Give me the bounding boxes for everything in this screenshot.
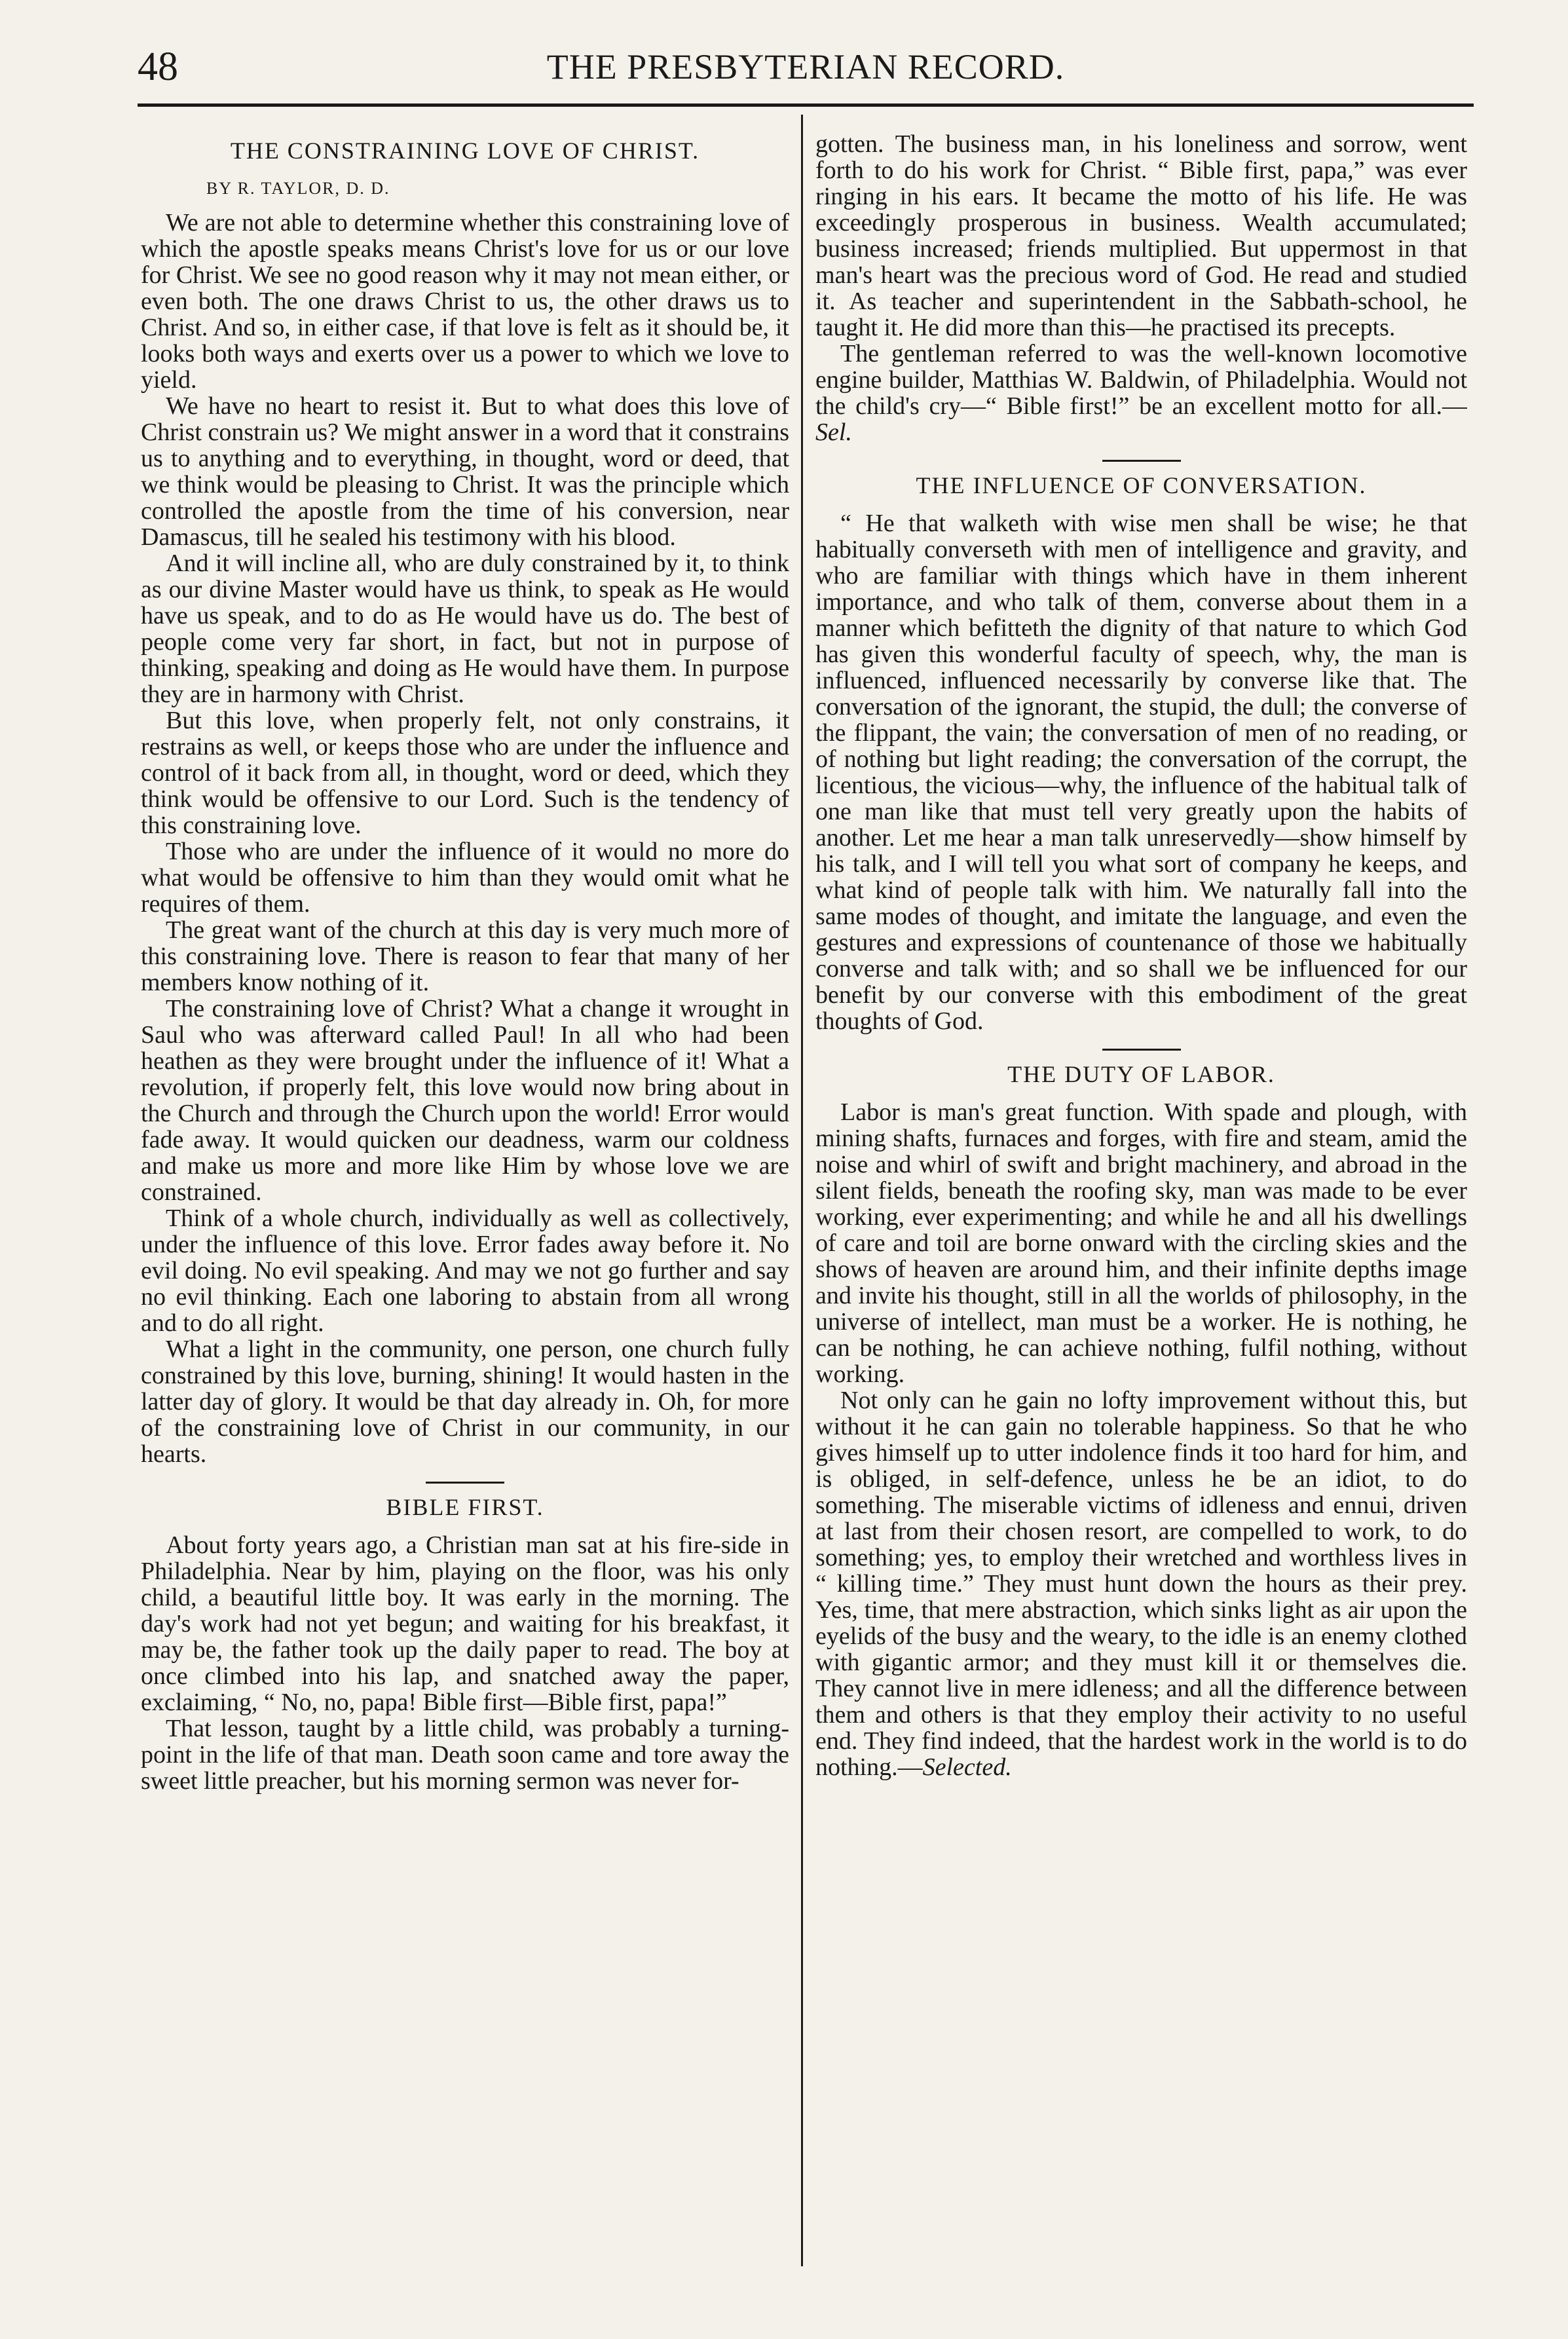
right-column — [815, 131, 1467, 2260]
paragraph: Labor is man's great function. With spade and plough, with mining shafts, furnaces and forges, with fire and steam, amid the noise and whirl of swift and bright machinery, and abroad in the silent fields, beneath the roofing sky, man was made to be ever working, ever experimenting; and while he and all his dwellings of care and toil are borne onward with the circling skies and the shows of heaven are around him, and their infinite depths image and invite his thought, still in all the worlds of philosophy, in the universe of intellect, man must be a worker. He is nothing, he can be nothing, he can achieve nothing, fulfil nothing, without working. — [815, 1098, 1467, 1388]
paragraph: That lesson, taught by a little child, was probably a turning-point in the life of that man. Death soon came and tore away the sweet little preacher, but his morning sermon was never for- — [141, 1715, 789, 1795]
left-column — [141, 131, 789, 2260]
running-title: THE PRESBYTERIAN RECORD. — [546, 47, 1065, 86]
article-title: THE DUTY OF LABOR. — [1007, 1061, 1275, 1087]
paragraph-text: The gentleman referred to was the well-known locomotive engine builder, Matthias W. Baldwin, of Philadelphia. Would not the child's cry—“ Bible first!” be an excellent motto for all.— — [815, 340, 1467, 420]
paragraph: Think of a whole church, individually as well as collectively, under the influence of this love. Error fades away before it. No evil doing. No evil speaking. And may we not go further and say no evil thinking. Each one laboring to abstain from all wrong and to do all right. — [141, 1205, 789, 1337]
paragraph: We have no heart to resist it. But to what does this love of Christ constrain us? We might answer in a word that it constrains us to anything and to everything, in thought, word or deed, that we think would be pleasing to Christ. It was the principle which controlled the apostle from the time of his conversion, near Damascus, till he sealed his testimony with his blood. — [141, 392, 789, 551]
article-byline: BY R. TAYLOR, D. D. — [206, 179, 390, 198]
article-title: THE INFLUENCE OF CONVERSATION. — [916, 472, 1367, 498]
paragraph — [815, 341, 1467, 445]
paragraph: And it will incline all, who are duly constrained by it, to think as our divine Master would have us think, to speak as He would have us speak, and to do as He would have us do. The best of people come very far short, in fact, but not in purpose of thinking, speaking and doing as He would have them. In purpose they are in harmony with Christ. — [141, 550, 789, 708]
paragraph-text: Not only can he gain no lofty improvement without this, but without it he can gain no tolerable happiness. So that he who gives himself up to utter indolence finds it too hard for him, and is obliged, in self-defence, unless he be an idiot, to do something. The miserable victims of idleness and ennui, driven at last from their chosen resort, are compelled to work, to do something; yes, to employ their wretched and worthless lives in “ killing time.” They must hunt down the hours as their prey. Yes, time, that mere abstraction, which sinks light as air upon the eyelids of the busy and the weary, to the idle is an enemy clothed with gigantic armor; and they must kill it or themselves die. They cannot live in mere idleness; and all the difference between them and others is that they employ their activity to no useful end. They find indeed, that the hardest work in the world is to do nothing.— — [815, 1387, 1467, 1781]
page-number: 48 — [138, 45, 178, 89]
paragraph: We are not able to determine whether this constraining love of which the apostle speaks means Christ's love for us or our love for Christ. We see no good reason why it may not mean either, or even both. The one draws Christ to us, the other draws us to Christ. And so, in either case, if that love is felt as it should be, it looks both ways and exerts over us a power to which we love to yield. — [141, 209, 789, 394]
paragraph: Those who are under the influence of it would no more do what would be offensive to him than they would omit what he requires of them. — [141, 838, 789, 918]
signature: Sel. — [815, 419, 852, 446]
paragraph: What a light in the community, one person, one church fully constrained by this love, burning, shining! It would hasten in the latter day of glory. It would be that day already in. Oh, for more of the constraining love of Christ in our community, in our hearts. — [141, 1336, 789, 1468]
page-header — [138, 41, 1474, 100]
article-duty-of-labor — [815, 1060, 1467, 1780]
header-rule — [138, 103, 1474, 107]
article-title: THE CONSTRAINING LOVE OF CHRIST. — [230, 138, 700, 164]
signature: Selected. — [922, 1753, 1012, 1781]
paragraph: But this love, when properly felt, not only constrains, it restrains as well, or keeps those who are under the influence and control of it back from all, in thought, word or deed, which they think would be offensive to our Lord. Such is the tendency of this constraining love. — [141, 707, 789, 839]
section-separator — [426, 1482, 504, 1484]
paragraph — [815, 1387, 1467, 1780]
paragraph: gotten. The business man, in his loneliness and sorrow, went forth to do his work for Christ. “ Bible first, papa,” was ever ringing in his ears. It became the motto of his life. He was exceedingly prosperous in business. Wealth accumulated; business increased; friends multiplied. But uppermost in that man's heart was the precious word of God. He read and studied it. As teacher and superintendent in the Sabbath-school, he taught it. He did more than this—he practised its precepts. — [815, 131, 1467, 341]
section-separator — [1102, 460, 1181, 462]
article-bible-first-continued — [815, 131, 1467, 445]
paragraph: The constraining love of Christ? What a change it wrought in Saul who was afterward called Paul! In all who had been heathen as they were brought under the influence of it! What a revolution, if properly felt, this love would now bring about in the Church and through the Church upon the world! Error would fade away. It would quicken our deadness, warm our coldness and make us more and more like Him by whose love we are constrained. — [141, 995, 789, 1206]
article-influence-of-conversation — [815, 471, 1467, 1034]
article-title: BIBLE FIRST. — [386, 1494, 544, 1520]
paragraph: “ He that walketh with wise men shall be wise; he that habitually converseth with men of intelligence and gravity, and who are familiar with things which have in them inherent importance, and who talk of them, converse about them in a manner which befitteth the dignity of that nature to which God has given this wonderful faculty of speech, why, the man is influenced, influenced necessarily by converse like that. The conversation of the ignorant, the stupid, the dull; the converse of the flippant, the vain; the conversation of men of no reading, or of nothing but light reading; the conversation of the corrupt, the licentious, the vicious—why, the influence of the habitual talk of one man like that must tell very greatly upon the habits of another. Let me hear a man talk unreservedly—show himself by his talk, and I will tell you what sort of company he keeps, and what kind of people talk with him. We naturally fall into the same modes of thought, and imitate the language, and even the gestures and expressions of countenance of those we habitually converse and talk with; and so shall we be influenced for our benefit by our converse with this embodiment of the great thoughts of God. — [815, 510, 1467, 1035]
column-divider — [801, 115, 803, 2266]
paragraph: The great want of the church at this day is very much more of this constraining love. There is reason to fear that many of her members know nothing of it. — [141, 916, 789, 996]
paragraph: About forty years ago, a Christian man sat at his fire-side in Philadelphia. Near by him, playing on the floor, was his only child, a beautiful little boy. It was early in the morning. The day's work had not yet begun; and waiting for his breakfast, it may be, the father took up the daily paper to read. The boy at once climbed into his lap, and snatched away the paper, exclaiming, “ No, no, papa! Bible first—Bible first, papa!” — [141, 1531, 789, 1716]
section-separator — [1102, 1049, 1181, 1051]
article-constraining-love — [141, 136, 789, 1467]
article-bible-first — [141, 1493, 789, 1794]
